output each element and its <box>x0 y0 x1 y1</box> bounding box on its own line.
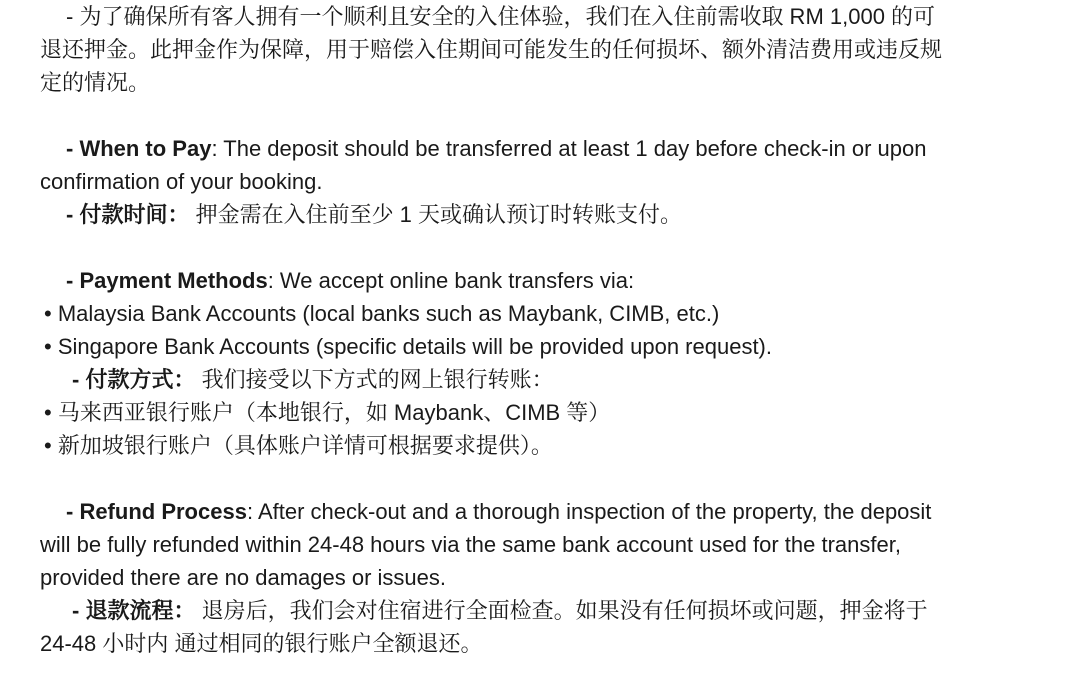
section-spacer <box>40 231 1050 264</box>
refund-process-cn-line-1 <box>40 594 1050 627</box>
payment-methods-cn-text: 我们接受以下方式的网上银行转账： <box>195 367 554 392</box>
deposit-policy-document <box>40 0 1050 660</box>
refund-process-line-2: will be fully refunded within 24-48 hours via the same bank account used for the transfer, <box>40 532 901 557</box>
refund-process-line-3: provided there are no damages or issues. <box>40 565 447 590</box>
payment-bullet-en-1: • Malaysia Bank Accounts (local banks such as Maybank, CIMB, etc.) <box>44 301 720 326</box>
when-to-pay-label: - When to Pay <box>66 136 212 161</box>
refund-process-line-1 <box>40 495 1050 528</box>
deposit-cn-line-2: 退还押金。此押金作为保障，用于赔偿入住期间可能发生的任何损坏、额外清洁费用或违反规 <box>40 37 943 62</box>
refund-process-cn-label: - 退款流程： <box>72 598 196 623</box>
when-to-pay-cn-label: - 付款时间： <box>66 202 190 227</box>
when-to-pay-cn-line <box>40 198 1050 231</box>
payment-methods-cn-label: - 付款方式： <box>72 367 196 392</box>
when-to-pay-line-1 <box>40 132 1050 165</box>
payment-bullet-cn-1: • 马来西亚银行账户（本地银行，如 Maybank、CIMB 等） <box>44 400 611 425</box>
payment-bullet-cn-2: • 新加坡银行账户（具体账户详情可根据要求提供）。 <box>44 433 553 458</box>
refund-process-cn-text: 退房后，我们会对住宿进行全面检查。如果没有任何损坏或问题，押金将于 <box>195 598 928 623</box>
refund-process-text-1: : After check-out and a thorough inspection of the property, the deposit <box>246 499 932 524</box>
deposit-cn-line-3: 定的情况。 <box>40 70 151 95</box>
payment-methods-text: : We accept online bank transfers via: <box>267 268 635 293</box>
payment-methods-label: - Payment Methods <box>66 268 268 293</box>
refund-process-cn-line-2: 24-48 小时内 通过相同的银行账户全额退还。 <box>40 631 483 656</box>
when-to-pay-line-2: confirmation of your booking. <box>40 169 323 194</box>
refund-process-label: - Refund Process <box>66 499 247 524</box>
payment-bullet-en-2: • Singapore Bank Accounts (specific details will be provided upon request). <box>44 334 772 359</box>
payment-methods-line <box>40 264 1050 297</box>
section-spacer <box>40 462 1050 495</box>
payment-methods-cn-line <box>40 363 1050 396</box>
when-to-pay-cn-text: 押金需在入住前至少 1 天或确认预订时转账支付。 <box>189 202 683 227</box>
when-to-pay-text-1: : The deposit should be transferred at least 1 day before check-in or upon <box>211 136 927 161</box>
deposit-cn-line-1: - 为了确保所有客人拥有一个顺利且安全的入住体验，我们在入住前需收取 RM 1,000 的可 <box>66 4 936 29</box>
section-spacer <box>40 99 1050 132</box>
